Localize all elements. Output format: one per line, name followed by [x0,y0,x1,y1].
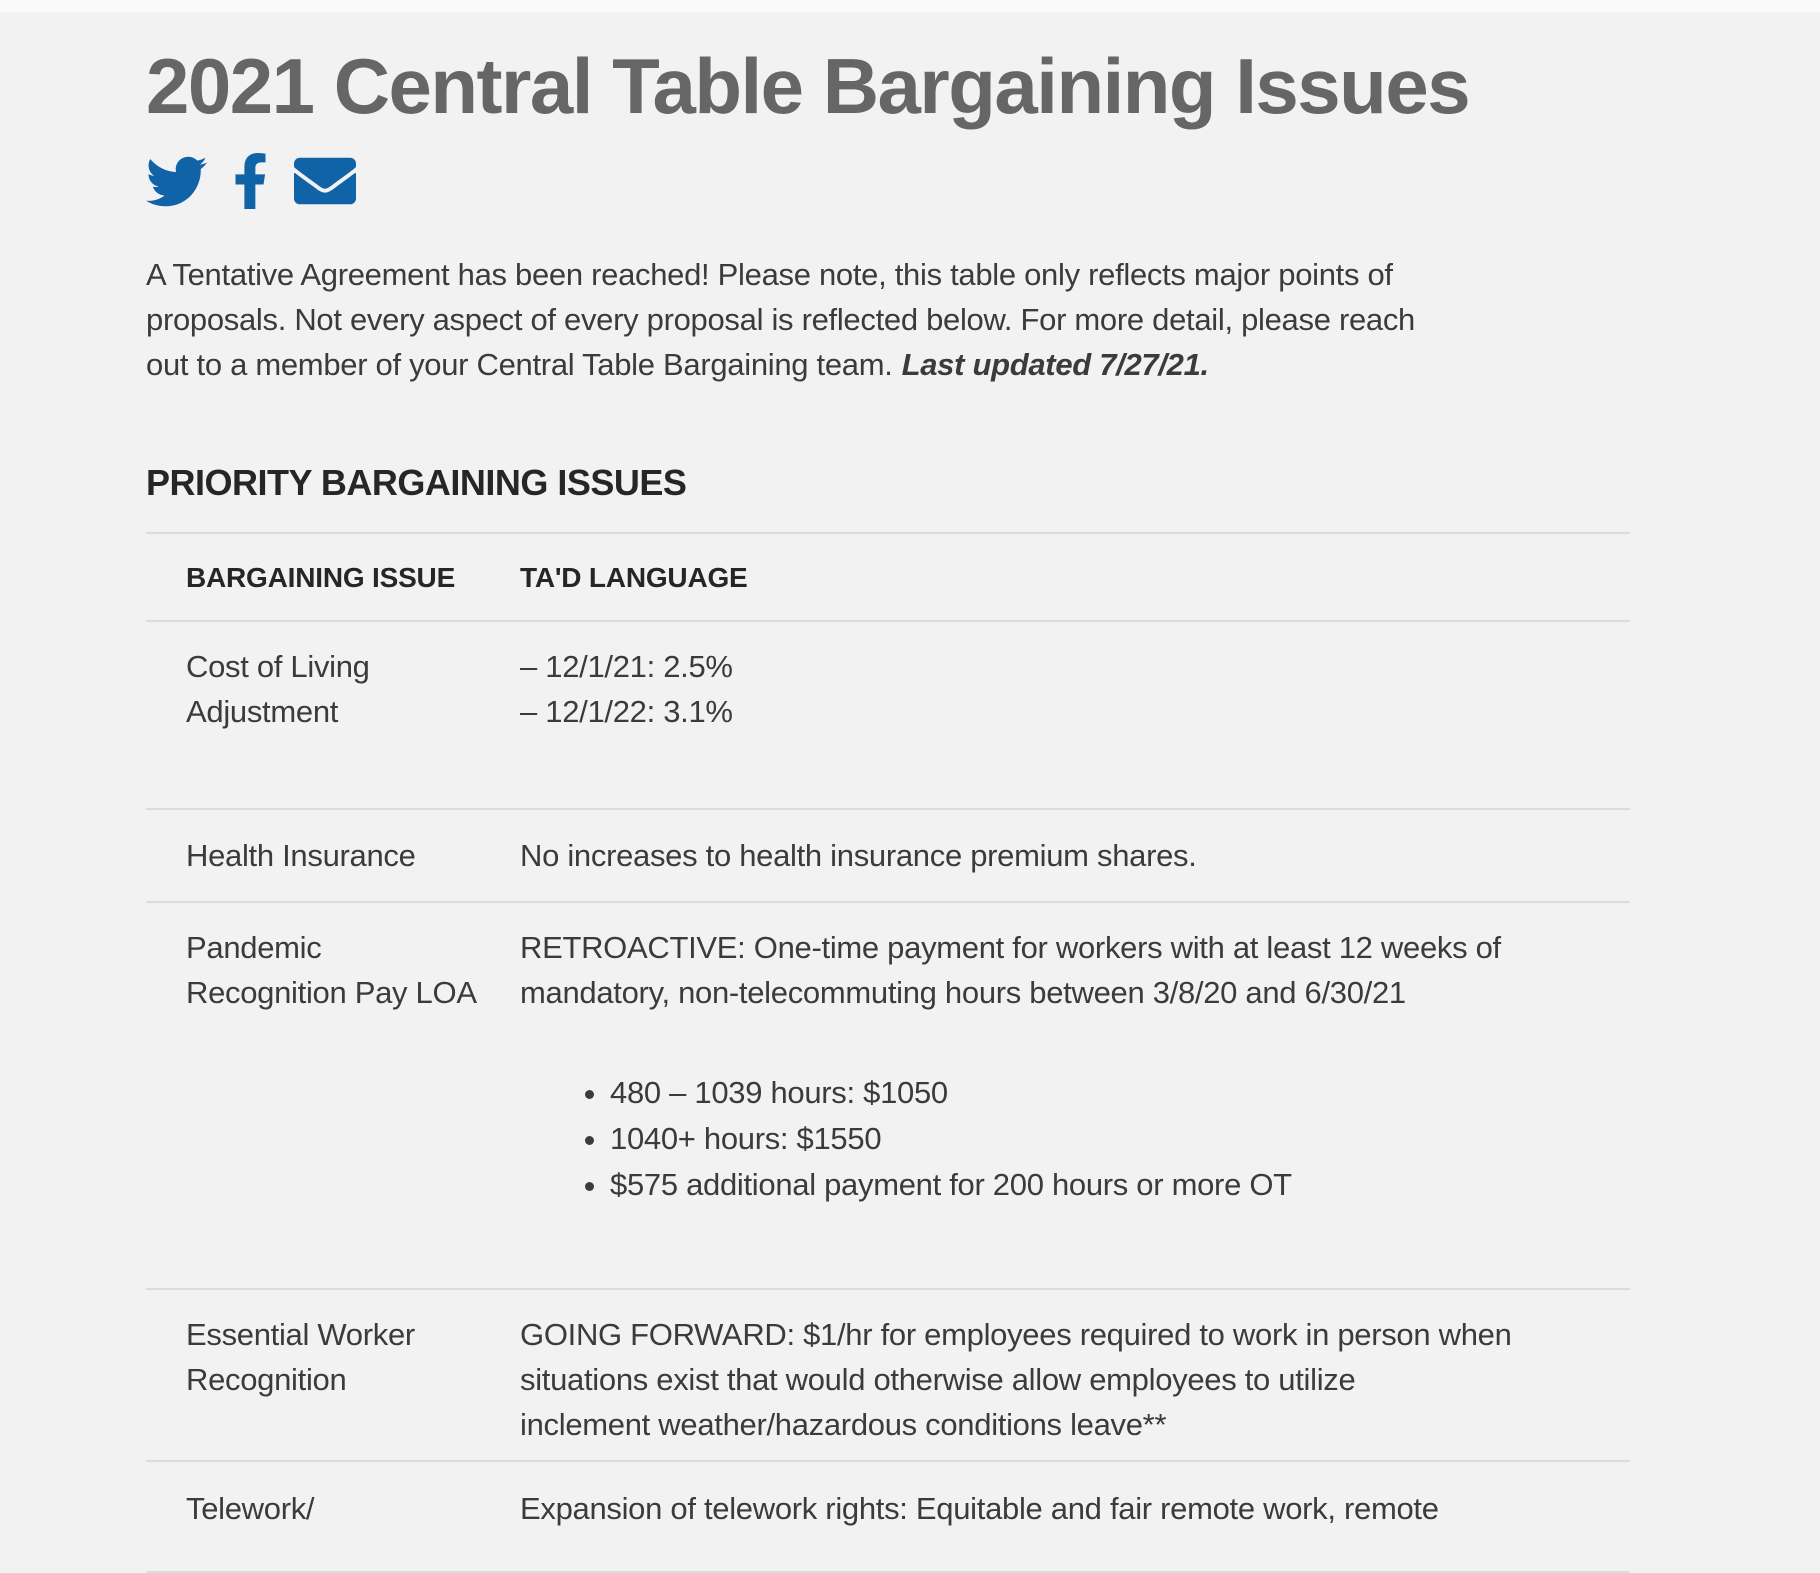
twitter-share-button[interactable] [146,151,207,212]
language-cell [520,833,1630,878]
language-cell [520,644,1630,734]
table-row [146,622,1630,810]
language-line: mandatory, non-telecommuting hours between 3/8/20 and 6/30/21 [520,975,1406,1010]
facebook-icon [233,153,268,209]
facebook-share-button[interactable] [233,153,268,209]
intro-line-text: out to a member of your Central Table Bargaining team. [146,347,893,382]
table-row [146,810,1630,903]
language-line: inclement weather/hazardous conditions leave** [520,1407,1167,1442]
language-line: No increases to health insurance premium shares. [520,838,1197,873]
language-line: – 12/1/22: 3.1% [520,694,733,729]
language-line: RETROACTIVE: One-time payment for workers with at least 12 weeks of [520,930,1501,965]
list-item: • 1040+ hours: $1550 [610,1116,1590,1161]
content-column [146,42,1630,1573]
bargaining-table [146,532,1630,1573]
email-share-button[interactable] [294,150,356,212]
share-buttons-row [146,152,1630,210]
language-line: – 12/1/21: 2.5% [520,649,733,684]
last-updated-note: Last updated 7/27/21. [901,347,1209,382]
language-cell [520,1312,1630,1447]
issue-cell: Cost of Living Adjustment [186,649,370,729]
table-row [146,1290,1630,1462]
intro-paragraph [146,252,1630,387]
language-cell [520,1486,1630,1531]
table-header-row [146,534,1630,622]
table-row [146,1462,1630,1573]
email-icon [294,150,356,212]
page-top-edge [0,0,1820,12]
issue-cell: Pandemic Recognition Pay LOA [186,930,477,1010]
issue-cell: Telework/ [186,1491,315,1526]
language-line: situations exist that would otherwise allow employees to utilize [520,1362,1356,1397]
list-item: • $575 additional payment for 200 hours or more OT [610,1162,1590,1207]
payment-tiers-list [520,1070,1590,1207]
list-item: • 480 – 1039 hours: $1050 [610,1070,1590,1115]
issue-cell: Health Insurance [186,838,416,873]
intro-line: A Tentative Agreement has been reached! Please note, this table only reflects major points of [146,257,1393,292]
twitter-icon [146,151,207,212]
language-line: Expansion of telework rights: Equitable and fair remote work, remote [520,1491,1439,1526]
intro-line: proposals. Not every aspect of every proposal is reflected below. For more detail, please reach [146,302,1415,337]
column-header-tad-language: TA'D LANGUAGE [520,562,748,593]
issue-cell: Essential Worker Recognition [186,1317,415,1397]
page-title: 2021 Central Table Bargaining Issues [146,42,1470,130]
section-heading: PRIORITY BARGAINING ISSUES [146,462,687,503]
intro-line [146,342,1630,387]
language-cell [520,925,1630,1208]
column-header-bargaining-issue: BARGAINING ISSUE [186,562,456,593]
language-line: GOING FORWARD: $1/hr for employees required to work in person when [520,1317,1512,1352]
table-row [146,903,1630,1290]
